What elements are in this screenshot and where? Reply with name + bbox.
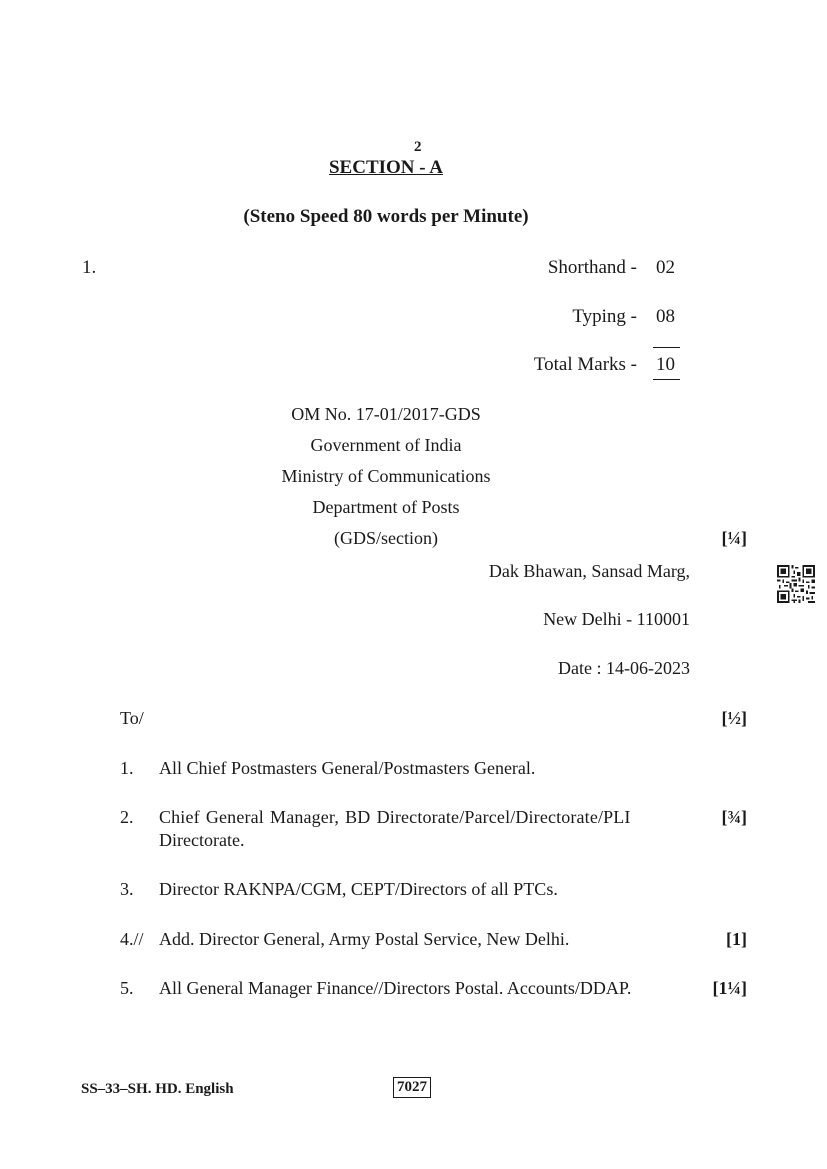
address-line-2: New Delhi - 110001 [543, 609, 690, 629]
government-line: Government of India [310, 435, 462, 455]
recipient-mark: [¾] [721, 807, 747, 827]
section-mark: [¼] [721, 528, 747, 548]
recipient-text: All Chief Postmasters General/Postmasters General. [159, 758, 536, 778]
recipient-number: 2. [120, 807, 134, 827]
to-label: To/ [120, 708, 144, 728]
recipient-text: All General Manager Finance//Directors Postal. Accounts/DDAP. [159, 978, 632, 998]
typing-marks-label: Typing - [572, 306, 637, 327]
footer-page-code: 7027 [393, 1077, 431, 1098]
footer-paper-code: SS–33–SH. HD. English [81, 1081, 234, 1097]
steno-speed-heading: (Steno Speed 80 words per Minute) [243, 206, 529, 227]
to-mark: [½] [721, 708, 747, 728]
memo-date: Date : 14-06-2023 [558, 658, 690, 678]
department-line: Department of Posts [312, 497, 460, 517]
recipient-number: 4.// [120, 929, 144, 949]
ministry-line: Ministry of Communications [281, 466, 491, 486]
recipient-text: Director RAKNPA/CGM, CEPT/Directors of all PTCs. [159, 879, 558, 899]
recipient-text-continued: Directorate. [159, 830, 245, 850]
total-marks-value: 10 [656, 354, 675, 375]
shorthand-marks-value: 02 [656, 257, 675, 278]
om-number: OM No. 17-01/2017-GDS [291, 404, 481, 424]
total-marks-label: Total Marks - [533, 354, 637, 375]
total-rule-top [653, 347, 680, 348]
page-number: 2 [414, 139, 422, 155]
recipient-number: 3. [120, 879, 134, 899]
address-line-1: Dak Bhawan, Sansad Marg, [488, 561, 690, 581]
recipient-text: Chief General Manager, BD Directorate/Parcel/Directorate/PLI [159, 807, 631, 827]
section-title: SECTION - A [328, 157, 444, 178]
total-rule-bottom [653, 379, 680, 380]
recipient-mark: [1¼] [712, 978, 747, 998]
section-line: (GDS/section) [334, 528, 438, 548]
typing-marks-value: 08 [656, 306, 675, 327]
recipient-number: 5. [120, 978, 134, 998]
recipient-text: Add. Director General, Army Postal Service, New Delhi. [159, 929, 570, 949]
question-number: 1. [82, 257, 97, 278]
shorthand-marks-label: Shorthand - [547, 257, 637, 278]
recipient-mark: [1] [726, 929, 747, 949]
qr-code-icon [777, 565, 815, 603]
recipient-number: 1. [120, 758, 134, 778]
